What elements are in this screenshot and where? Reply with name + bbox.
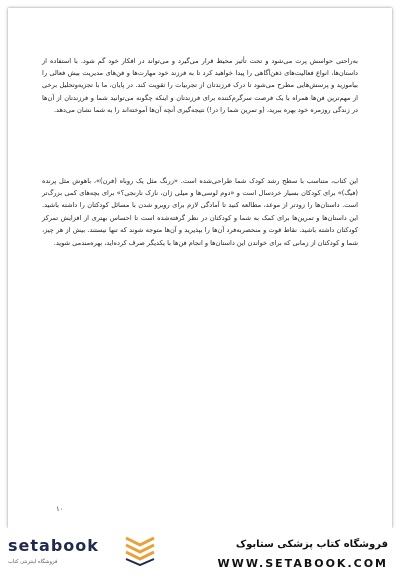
footer-banner [0, 528, 400, 576]
paragraph-2: این کتاب، متناسب با سطح رشد کودک شما طراحی‌شده است. «زرنگ مثل یک روباه (فرن)»، باهوش مثل پرنده (فیگ)» برای کودکان بسیار خردسال است و «دوم لوسی‌ها و میلی ژان، نازک نارنجی؟» برای بچه‌های کمی بزرگ‌تر است. داستان‌ها را زودتر از موعد، مطالعه کنید تا آمادگی لازم برای روبرو شدن با مسائل کودکتان را داشته باشید. این داستان‌ها و تمرین‌ها برای کمک به شما و کودکتان در نظر گرفته‌شده است تا احساس بهتری از افزایش تمرکز کودکتان داشته باشید. نقاط قوت و منحصربه‌فرد آن‌ها را بپذیرید و آن‌ها متوجه شوند که تنها نیستند. بیش از هر چیز، شما و کودکتان از زمانی که برای خواندن این داستان‌ها و انجام فن‌ها با یکدیگر صرف کرده‌اید، بهره‌مندمی شوید. [42, 176, 358, 247]
paragraph-1: به‌راحتی حواسش پرت می‌شود و تحت تأثیر محیط قرار می‌گیرد و می‌تواند در افکار خود گم شود. با استفاده از داستان‌ها، انواع فعالیت‌های ذهن‌آگاهی را پیدا خواهید کرد تا به فرزند خود مهارت‌ها و فن‌های مدیریت بیش فعالی را بیاموزید و پرسش‌هایی مطرح می‌شود تا درک فرزندتان از تجربیات را تقویت کند. در پایان، ما با تجزیه‌وتحلیل برخی از مهم‌ترین فن‌ها همراه با یک فرصت سرگرم‌کننده برای فرزندتان و اینکه چگونه می‌توانید شما و فرزندتان از آن‌ها در زندگی روزمره خود بهره ببرید، (و تمرین شما را در!) نتیجه‌گیری آنچه آن‌ها آموخته‌اند را به شما نشان می‌دهد. [42, 56, 358, 115]
store-url[interactable]: WWW.SETABOOK.COM [217, 557, 388, 570]
document-page [8, 8, 392, 528]
logo-subtitle: فروشگاه اینترنتی کتاب [8, 559, 58, 565]
store-branding [208, 532, 388, 570]
logo-wordmark: setabook [8, 536, 99, 555]
book-stack-icon [123, 534, 157, 566]
store-name: فروشگاه کتاب پزشکی ستابوک [235, 539, 388, 550]
setabook-logo[interactable] [6, 532, 161, 572]
page-number: ۱۰ [56, 505, 64, 513]
